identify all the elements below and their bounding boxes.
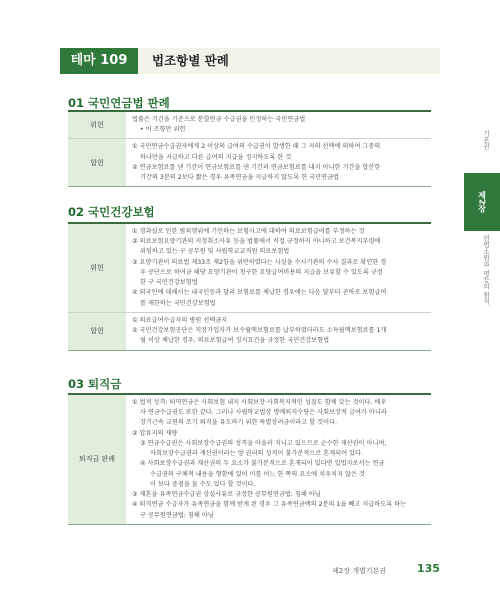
text-line: ④ 퇴직연금 수급자가 유족연금을 함께 받게 된 경우 그 유족연금액의 2분의 1을 빼고 지급하도록 하는 xyxy=(132,501,407,509)
table-row xyxy=(68,312,431,350)
text-line: 자 연금수급권도 또한 같다. 그러나 사립학교법상 명예퇴직수당은 사회보장적 급여가 아니라 xyxy=(140,409,387,417)
text-line: ④ 사회보장수급권과 재산권의 두 요소가 불가분적으로 혼재되어 있다면 입법자로서는 연금 xyxy=(140,460,385,468)
text-line: 수급권의 구체적 내용을 형함에 있어 이를 어느 한 쪽의 요소에 치우치지 않은 것 xyxy=(150,470,365,478)
section-title-3: 03 퇴직금 xyxy=(68,377,122,391)
text-line: ② 의료보험요양기관의 지정취소사유 등을 법률에서 직접 규정하지 아니하고 보건복지부령에 xyxy=(132,238,381,246)
row-head: 위헌 xyxy=(68,112,126,138)
text-line: 위임하고 있는 구 공무원 및 사립학교교직원 의료보험법 xyxy=(140,248,290,256)
row-content xyxy=(126,395,431,524)
row-head: 위헌 xyxy=(68,224,126,312)
text-line: 장기근속 교원의 조기 퇴직을 유도하기 위한 특별장려금이라고 할 것이다. xyxy=(140,419,338,427)
text-line: ③ 요양기관이 의료법 제33조 제2항을 위반하였다는 사실을 수사기관의 수사 결과로 확인한 경 xyxy=(132,258,387,266)
row-content xyxy=(126,139,431,186)
text-line: ④ 외국인에 대해서는 내국인등과 달리 보험료를 체납한 경우에는 다음 달부터 곧바로 보험급여 xyxy=(132,289,387,297)
page-number: 135 xyxy=(417,562,440,575)
text-line: ③ 재혼을 유족연금수급권 상실사유로 규정한 공무원연금법: 침해 아님 xyxy=(132,491,321,499)
row-content xyxy=(126,112,431,138)
row-content xyxy=(126,224,431,312)
table-row xyxy=(68,112,431,138)
table-row xyxy=(68,138,431,186)
text-line: 사회보장수급권과 재산권이라는 양 권리의 성격이 불가분적으로 혼재되어 있다. xyxy=(150,450,363,458)
text-line: ① 국민연금수급권자에게 2 이상의 급여의 수급권이 발생한 때 그 자의 선택에 의하여 그중의 xyxy=(132,143,381,151)
text-line: 를 제한하는 국민건강보험법 xyxy=(140,299,216,307)
text-line: 하나만을 지급하고 다른 급여의 지급을 정지하도록 한 것 xyxy=(140,153,292,161)
text-line: 우 공단으로 하여금 해당 요양기관이 청구한 요양급여비용의 지급을 보류할 수 있도록 규정 xyxy=(140,268,383,276)
text-line: ① 법적 성격: 퇴역연금은 사회보험 내지 사회보장·사회복지적인 성질도 함께 갖는 것이다. 배우 xyxy=(132,399,387,406)
text-line: ① 경과실로 인한 범죄행위에 기인하는 보험사고에 대하여 의료보험급여를 부정하는 것 xyxy=(132,228,365,235)
section-table-1 xyxy=(68,110,431,187)
section-table-2 xyxy=(68,222,431,351)
text-line: 월 이상 체납한 경우, 의료보험급여 징지요건을 규정한 국민건강보험법 xyxy=(140,337,330,345)
theme-tag: 테마 109 xyxy=(60,48,138,74)
table-row xyxy=(68,224,431,312)
theme-title: 법조항별 판례 xyxy=(152,53,229,68)
row-content xyxy=(126,313,431,350)
side-label-lower: 헌법소원과 평등의 원칙 xyxy=(482,235,490,305)
text-line: 한 구 국민건강보험법 xyxy=(140,279,198,287)
row-head: 퇴직금 판례 xyxy=(68,395,126,524)
text-line: 구 공무원연금법: 침해 아님 xyxy=(140,511,214,519)
text-line: ② 압류지의 재량 xyxy=(132,429,178,437)
table-row xyxy=(68,395,431,524)
text-line: 이 보다 중점을 둘 수도 있다 할 것이다. xyxy=(150,480,256,488)
chapter-side-tab: 제2장 xyxy=(464,173,500,231)
text-line: 법률은 기간을 기준으로 분할연금 수급권을 인정하는 국민연금법 xyxy=(132,116,306,123)
text-line: 기간의 3분의 2보다 짧은 경우 유족연금을 지급하지 않도록 한 국민연금법 xyxy=(140,174,339,182)
text-line: ③ 연금수급권은 사회보장수급권의 성격을 아울러 지니고 있으므로 순수한 재산권이 아니며, xyxy=(140,439,387,447)
text-line: ① 의료급여수급자의 병원 선택금지 xyxy=(132,316,228,324)
row-head: 합헌 xyxy=(68,139,126,186)
section-title-1: 01 국민연금법 판례 xyxy=(68,96,170,110)
row-head: 합헌 xyxy=(68,313,126,350)
side-label-upper: 기본권 xyxy=(482,130,490,150)
text-line: ② 연금보험료를 낸 기간이 연금보험료를 낸 기간과 연금보험료를 내지 아니한 기간을 합산한 xyxy=(132,163,381,171)
footer-chapter: 제2장 개별기본권 xyxy=(332,567,387,575)
text-line: • 이 조항만 위헌 xyxy=(140,126,186,134)
section-table-3 xyxy=(68,393,431,525)
theme-header-bar xyxy=(60,48,440,74)
section-title-2: 02 국민건강보험 xyxy=(68,205,155,219)
text-line: ② 국민건강보험공단은 직장가입자가 보수월액보험료를 납부하였더라도 소득월액보험료를 1개 xyxy=(132,327,387,335)
